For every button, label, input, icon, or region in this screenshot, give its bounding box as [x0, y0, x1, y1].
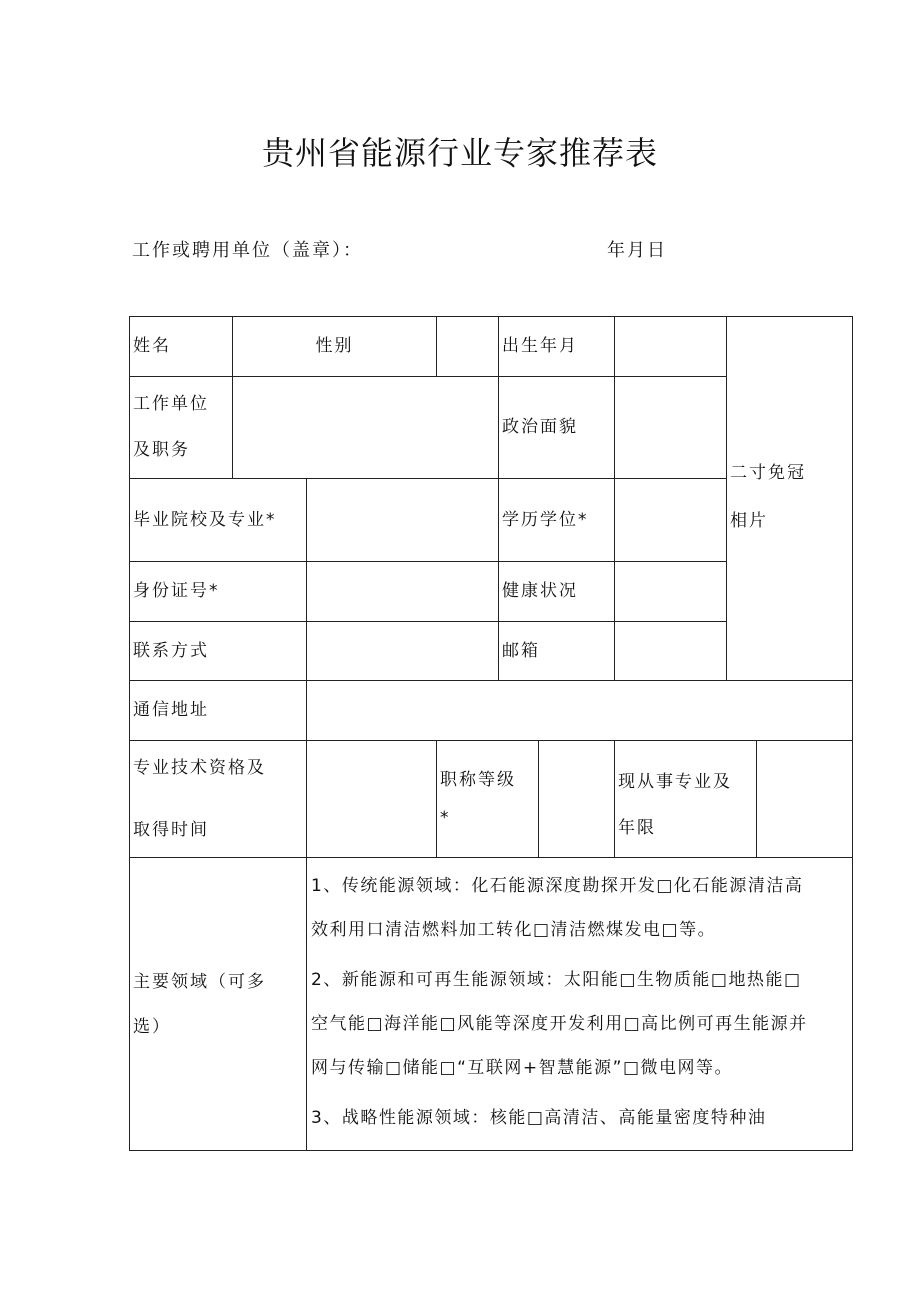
school-label: 毕业院校及专业* [133, 509, 277, 530]
school-value-cell[interactable] [306, 478, 499, 562]
contact-label: 联系方式 [133, 640, 209, 661]
email-label: 邮箱 [502, 640, 540, 661]
contact-label-cell [129, 621, 307, 681]
work-unit-value-cell[interactable] [232, 376, 499, 479]
form-title: 贵州省能源行业专家推荐表 [261, 134, 658, 172]
work-unit-label-cell [129, 376, 233, 479]
domain-line-2: 效利用口清洁燃料加工转化□清洁燃煤发电□等。 [311, 920, 717, 940]
title-level-value-cell[interactable] [538, 740, 615, 858]
work-unit-label-line2: 及职务 [133, 440, 190, 460]
domain-line-5: 网与传输□储能□“互联网+智慧能源”□微电网等。 [311, 1058, 734, 1078]
political-value-cell[interactable] [614, 376, 727, 479]
domain-line-3: 2、新能源和可再生能源领域：太阳能□生物质能□地热能□ [311, 970, 802, 990]
id-value-cell[interactable] [306, 561, 499, 622]
email-label-cell [498, 621, 615, 681]
qualification-label-line2: 取得时间 [133, 820, 209, 840]
degree-label: 学历学位* [502, 509, 589, 530]
birth-label: 出生年月 [502, 336, 578, 357]
name-label-cell [129, 316, 233, 377]
qualification-label-line1: 专业技术资格及 [133, 758, 266, 778]
school-label-cell [129, 478, 307, 562]
degree-label-cell [498, 478, 615, 562]
qualification-value-cell[interactable] [306, 740, 437, 858]
health-value-cell[interactable] [614, 561, 727, 622]
domain-line-1: 1、传统能源领域：化石能源深度勘探开发□化石能源清洁高 [311, 876, 804, 896]
domain-label-cell [129, 857, 307, 1151]
work-unit-stamp-label: 工作或聘用单位（盖章）： [132, 240, 363, 261]
health-label-cell [498, 561, 615, 622]
address-value-cell[interactable] [306, 680, 853, 741]
title-level-label-cell [436, 740, 539, 858]
date-label: 年月日 [607, 240, 667, 261]
title-level-label-line1: 职称等级 [440, 770, 516, 790]
id-label-cell [129, 561, 307, 622]
major-value-cell[interactable] [756, 740, 853, 858]
political-label: 政治面貌 [502, 417, 578, 438]
major-label-line2: 年限 [618, 818, 656, 838]
photo-label-line2: 相片 [730, 511, 768, 531]
email-value-cell[interactable] [614, 621, 727, 681]
id-label: 身份证号* [133, 581, 220, 602]
gender-value-cell[interactable] [436, 316, 499, 377]
domain-label-line2: 选） [133, 1017, 171, 1037]
health-label: 健康状况 [502, 581, 578, 602]
domain-label-line1: 主要领域（可多 [133, 972, 266, 992]
work-unit-label-line1: 工作单位 [133, 394, 209, 414]
photo-label-line1: 二寸免冠 [730, 463, 806, 483]
domain-options-cell[interactable] [306, 857, 853, 1151]
name-value-cell[interactable] [232, 316, 437, 377]
title-level-label-line2: * [440, 808, 451, 828]
domain-line-6: 3、战略性能源领域：核能□高清洁、高能量密度特种油 [311, 1108, 767, 1128]
address-label: 通信地址 [133, 700, 209, 721]
contact-value-cell[interactable] [306, 621, 499, 681]
degree-value-cell[interactable] [614, 478, 727, 562]
major-label-cell [614, 740, 757, 858]
political-label-cell [498, 376, 615, 479]
photo-cell [726, 316, 853, 681]
birth-label-cell [498, 316, 615, 377]
birth-value-cell[interactable] [614, 316, 727, 377]
gender-label: 性别 [315, 336, 354, 357]
domain-line-4: 空气能□海洋能□风能等深度开发利用□高比例可再生能源并 [311, 1014, 808, 1034]
name-label: 姓名 [133, 336, 171, 357]
major-label-line1: 现从事专业及 [618, 772, 732, 792]
qualification-label-cell [129, 740, 307, 858]
address-label-cell [129, 680, 307, 741]
